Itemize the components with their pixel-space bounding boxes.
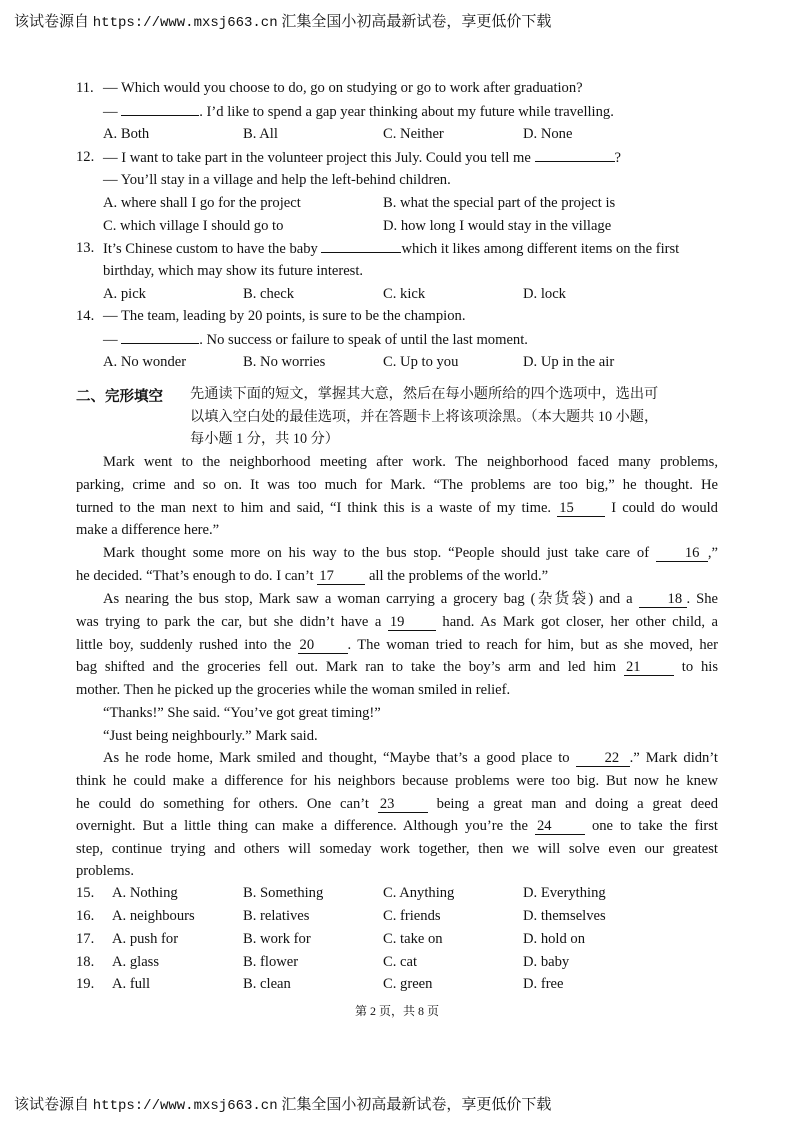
passage-line: step, continue trying and others will someday work together, then we will solve even our greatest [76,841,718,857]
option-b: B. No worries [243,354,326,370]
question-number: 12. [76,149,95,165]
passage-line: Mark thought some more on his way to the bus stop. “People should just take care of 16 ,” [103,545,718,561]
question-line: — . No success or failure to speak of until the last moment. [103,329,528,350]
banner-prefix: 该试卷源自 [14,1097,90,1113]
question-line: — . I’d like to spend a gap year thinking about my future while travelling. [103,101,614,122]
cloze-blank-24: 24 [535,818,585,835]
option-c: C. Neither [383,126,444,142]
option-b: B. All [243,126,278,142]
option-d: D. themselves [523,908,606,924]
cloze-blank-18: 18 [639,591,687,608]
option-d: D. free [523,976,564,992]
passage-line: Mark went to the neighborhood meeting after work. The neighborhood faced many problems, [103,454,718,470]
question-number: 14. [76,308,95,324]
option-d: D. how long I would stay in the village [383,218,612,234]
question-line: — I want to take part in the volunteer project this July. Could you tell me ? [103,147,621,168]
cloze-blank-19: 19 [388,614,436,631]
choice-number: 18. [76,954,95,970]
banner-url[interactable]: https://www.mxsj663.cn [92,1098,278,1114]
option-c: C. take on [383,931,443,947]
option-d: D. None [523,126,573,142]
option-a: A. neighbours [112,908,195,924]
option-d: D. lock [523,286,566,302]
option-a: A. pick [103,286,146,302]
option-a: A. No wonder [103,354,187,370]
choice-number: 16. [76,908,95,924]
banner-suffix: 汇集全国小初高最新试卷，享更低价下载 [281,1097,552,1113]
passage-line: “Just being neighbourly.” Mark said. [103,728,318,744]
option-b: B. what the special part of the project is [383,195,616,211]
question-line: — Which would you choose to do, go on studying or go to work after graduation? [103,80,583,96]
option-b: B. work for [243,931,311,947]
cloze-blank-17: 17 [317,568,365,585]
answer-blank [321,238,401,253]
option-b: B. Something [243,885,324,901]
banner-prefix: 该试卷源自 [14,14,90,30]
page-footer: 第 2 页，共 8 页 [354,1004,439,1018]
question-line: — The team, leading by 20 points, is sure to be the champion. [103,308,466,324]
option-c: C. friends [383,908,441,924]
passage-line: he decided. “That’s enough to do. I can’t 17 all the problems of the world.” [76,568,549,584]
option-d: D. hold on [523,931,586,947]
passage-line: problems. [76,863,134,879]
question-number: 11. [76,80,94,96]
option-b: B. check [243,286,295,302]
option-a: A. Both [103,126,150,142]
option-c: C. green [383,976,433,992]
cloze-blank-15: 15 [557,500,605,517]
option-d: D. Everything [523,885,606,901]
cloze-blank-16: 16 [656,545,708,562]
passage-line: was trying to park the car, but she didn’t have a 19 hand. As Mark got closer, her other child, a [76,614,718,630]
choice-number: 17. [76,931,95,947]
passage-line: he could do something for others. One can’t 23 being a great man and doing a great deed [76,796,719,812]
banner-suffix: 汇集全国小初高最新试卷，享更低价下载 [281,14,552,30]
passage-line: parking, crime and so on. It was too much for Mark. “The problems are too big,” he thought. He [76,477,718,493]
option-b: B. clean [243,976,291,992]
choice-number: 15. [76,885,95,901]
passage-line: “Thanks!” She said. “You’ve got great timing!” [103,705,381,721]
source-banner-top [14,10,551,31]
passage-line: turned to the man next to him and said, “I think this is a waste of my time. 15 I could do would [76,500,718,516]
question-line: It’s Chinese custom to have the baby which it likes among different items on the first [103,238,679,259]
cloze-blank-22: 22 [576,750,630,767]
cloze-blank-20: 20 [298,637,348,654]
option-a: A. glass [112,954,160,970]
cloze-blank-21: 21 [624,659,674,676]
option-c: C. Up to you [383,354,459,370]
question-number: 13. [76,240,95,256]
option-c: C. which village I should go to [103,218,284,234]
passage-line: As nearing the bus stop, Mark saw a woman carrying a grocery bag (杂货袋) and a 18 . She [103,591,719,607]
source-banner-bottom [14,1093,551,1114]
passage-line: make a difference here.” [76,522,220,538]
passage-line: little boy, suddenly rushed into the 20 . The woman tried to reach for him, but as she moved, her [76,637,718,653]
passage-line: As he rode home, Mark smiled and thought, “Maybe that’s a good place to 22 .” Mark didn’t [103,750,718,766]
answer-blank [535,147,615,162]
option-d: D. baby [523,954,570,970]
option-b: B. flower [243,954,299,970]
option-a: A. full [112,976,151,992]
option-c: C. kick [383,286,426,302]
answer-blank [121,101,199,116]
option-a: A. where shall I go for the project [103,195,301,211]
section-instruction: 先通读下面的短文，掌握其大意，然后在每小题所给的四个选项中，选出可 以填入空白处的最佳选项，并在答题卡上将该项涂黑。（本大题共 10 小题， 每小题 1 分，共 10 分） [190,386,659,447]
question-line: — You’ll stay in a village and help the left-behind children. [103,172,451,188]
option-d: D. Up in the air [523,354,615,370]
option-a: A. Nothing [112,885,178,901]
option-b: B. relatives [243,908,310,924]
passage-line: think he could make a difference for his neighbors because problems were too big. But now he knew [76,773,718,789]
passage-line: overnight. But a little thing can make a difference. Although you’re the 24 one to take the first [76,818,718,834]
answer-blank [121,329,199,344]
question-line: birthday, which may show its future interest. [103,263,364,279]
option-c: C. cat [383,954,418,970]
choice-number: 19. [76,976,95,992]
banner-url[interactable]: https://www.mxsj663.cn [92,15,278,31]
option-c: C. Anything [383,885,455,901]
passage-line: bag shifted and the groceries fell out. Mark ran to take the boy’s arm and led him 21 to his [76,659,719,675]
passage-line: mother. Then he picked up the groceries while the woman smiled in relief. [76,682,511,698]
cloze-blank-23: 23 [378,796,428,813]
section-title: 二、完形填空 [76,389,163,405]
option-a: A. push for [112,931,179,947]
